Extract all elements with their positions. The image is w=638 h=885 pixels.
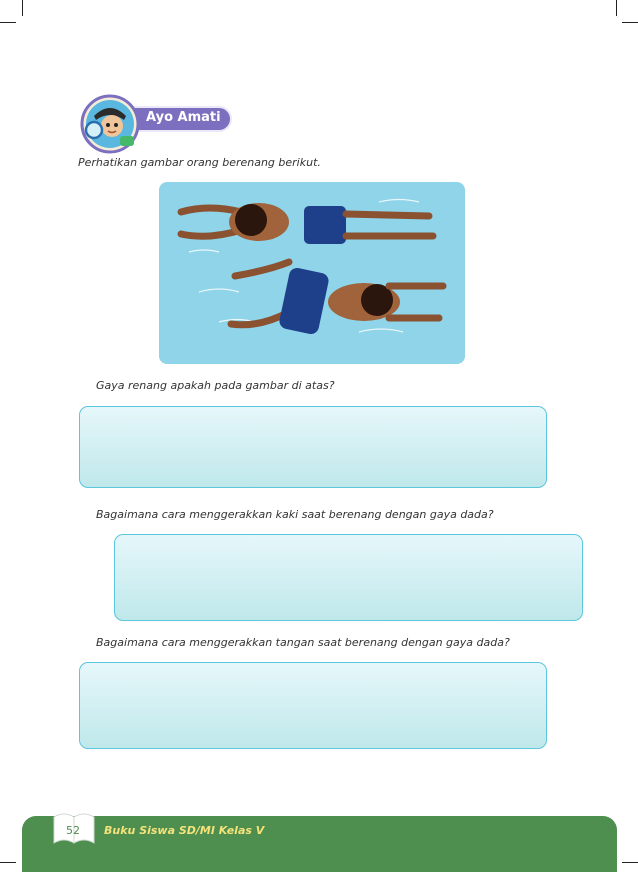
crop-mark bbox=[616, 0, 617, 16]
swimmers-breaststroke-icon bbox=[159, 182, 465, 364]
swimming-illustration bbox=[159, 182, 465, 364]
crop-mark bbox=[0, 862, 16, 863]
section-badge bbox=[80, 94, 232, 154]
book-title: Buku Siswa SD/MI Kelas V bbox=[104, 824, 265, 837]
crop-mark bbox=[622, 22, 638, 23]
question-2: Bagaimana cara menggerakkan kaki saat berenang dengan gaya dada? bbox=[96, 508, 494, 521]
answer-box-3[interactable] bbox=[79, 662, 547, 749]
intro-text: Perhatikan gambar orang berenang berikut. bbox=[78, 156, 321, 169]
question-3: Bagaimana cara menggerakkan tangan saat berenang dengan gaya dada? bbox=[96, 636, 510, 649]
crop-mark bbox=[22, 0, 23, 16]
answer-box-2[interactable] bbox=[114, 534, 583, 621]
crop-mark bbox=[0, 22, 16, 23]
question-1: Gaya renang apakah pada gambar di atas? bbox=[96, 379, 335, 392]
magnifying-glass-kid-icon bbox=[80, 94, 140, 154]
page-number: 52 bbox=[66, 824, 80, 837]
crop-mark bbox=[622, 862, 638, 863]
answer-box-1[interactable] bbox=[79, 406, 547, 488]
badge-label: Ayo Amati bbox=[146, 110, 221, 125]
